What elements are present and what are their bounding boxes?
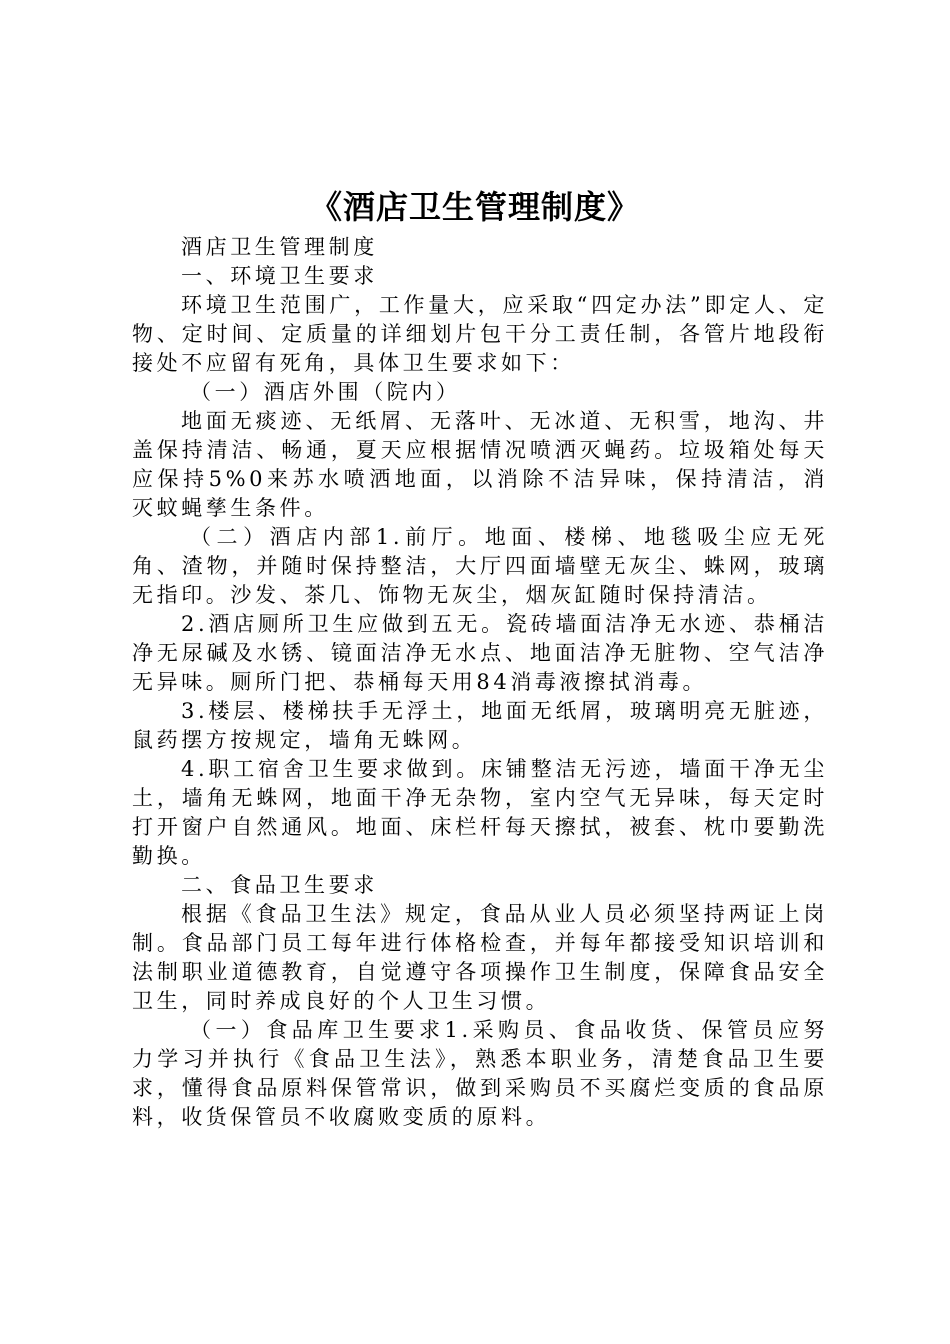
- document-paragraph: （一）酒店外围（院内）: [190, 380, 461, 404]
- document-paragraph: （二）酒店内部1.前厅。地面、楼梯、地毯吸尘应无死角、渣物，并随时保持整洁，大厅四面墙壁无灰尘、蛛网，玻璃无指印。沙发、茶几、饰物无灰尘，烟灰缸随时保持清洁。: [132, 525, 828, 607]
- document-title: 《酒店卫生管理制度》: [309, 188, 640, 226]
- document-paragraph: 二、食品卫生要求: [181, 873, 378, 897]
- document-paragraph: （一）食品库卫生要求1.采购员、食品收货、保管员应努力学习并执行《食品卫生法》，熟悉本职业务，清楚食品卫生要求，懂得食品原料保管常识，做到采购员不买腐烂变质的食品原料，收货保管员不收腐败变质的原料。: [132, 1018, 828, 1129]
- document-paragraph: 3.楼层、楼梯扶手无浮土，地面无纸屑，玻璃明亮无脏迹，鼠药摆方按规定，墙角无蛛网。: [132, 699, 828, 752]
- document-paragraph: 酒店卫生管理制度: [181, 235, 378, 259]
- document-paragraph: 地面无痰迹、无纸屑、无落叶、无冰道、无积雪，地沟、井盖保持清洁、畅通，夏天应根据情况喷洒灭蝇药。垃圾箱处每天应保持5%0来苏水喷洒地面，以消除不洁异味，保持清洁，消灭蚊蝇孳生条件。: [132, 409, 828, 520]
- document-paragraph: 一、环境卫生要求: [181, 264, 378, 288]
- document-paragraph: 根据《食品卫生法》规定，食品从业人员必须坚持两证上岗制。食品部门员工每年进行体格检查，并每年都接受知识培训和法制职业道德教育，自觉遵守各项操作卫生制度，保障食品安全卫生，同时养成良好的个人卫生习惯。: [132, 902, 828, 1013]
- document-paragraph: 4.职工宿舍卫生要求做到。床铺整洁无污迹，墙面干净无尘土，墙角无蛛网，地面干净无杂物，室内空气无异味，每天定时打开窗户自然通风。地面、床栏杆每天擦拭，被套、枕巾要勤洗勤换。: [132, 757, 828, 868]
- document-paragraph: 2.酒店厕所卫生应做到五无。瓷砖墙面洁净无水迹、恭桶洁净无尿碱及水锈、镜面洁净无水点、地面洁净无脏物、空气洁净无异味。厕所门把、恭桶每天用84消毒液擦拭消毒。: [132, 612, 828, 694]
- document-body: [132, 233, 828, 1132]
- document-paragraph: 环境卫生范围广，工作量大，应采取“四定办法”即定人、定物、定时间、定质量的详细划片包干分工责任制，各管片地段衔接处不应留有死角，具体卫生要求如下：: [132, 293, 828, 375]
